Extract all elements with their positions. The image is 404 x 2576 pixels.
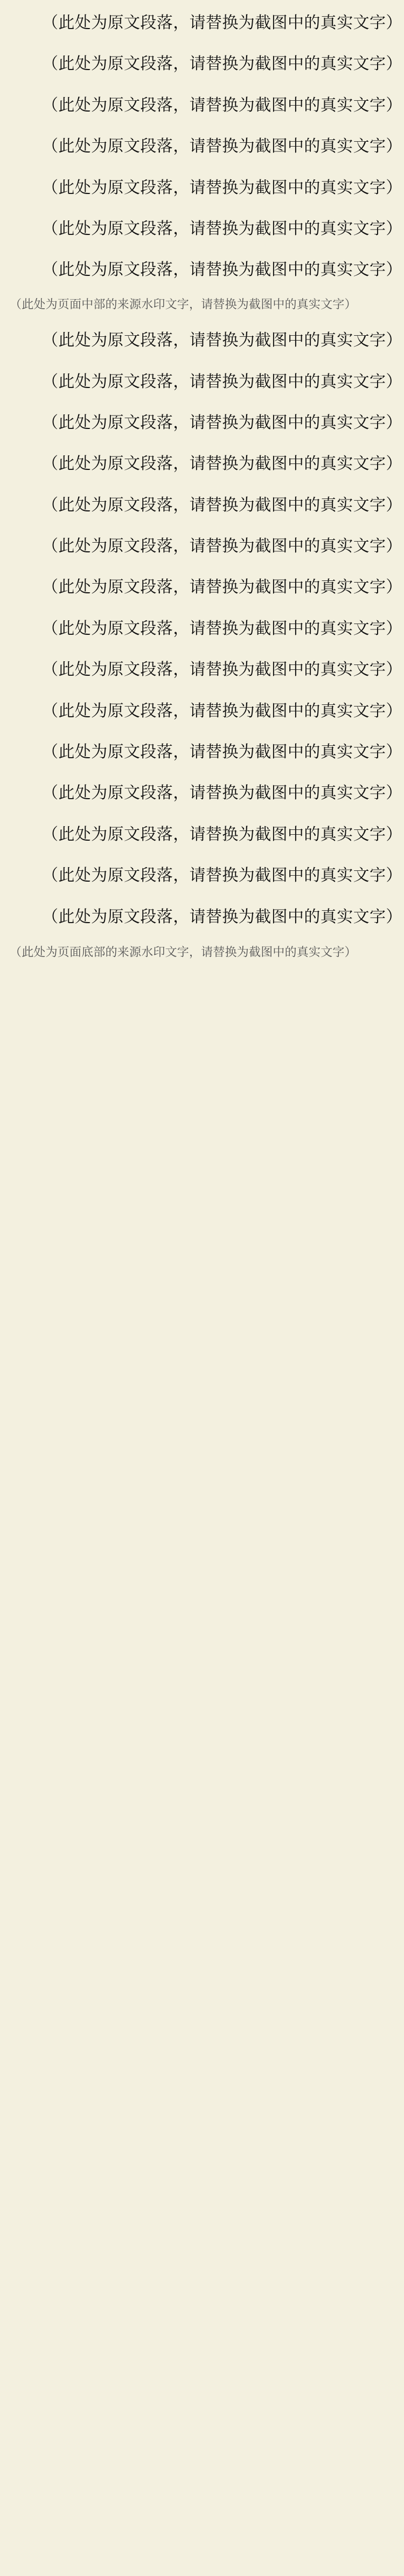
paragraph: （此处为原文段落，请替换为截图中的真实文字） [42,660,402,680]
paragraph: （此处为原文段落，请替换为截图中的真实文字） [42,907,402,926]
paragraph: （此处为原文段落，请替换为截图中的真实文字） [42,578,402,597]
paragraph: （此处为原文段落，请替换为截图中的真实文字） [42,825,402,844]
paragraph: （此处为原文段落，请替换为截图中的真实文字） [42,701,402,721]
paragraph: （此处为原文段落，请替换为截图中的真实文字） [42,331,402,350]
paragraph: （此处为原文段落，请替换为截图中的真实文字） [42,495,402,515]
paragraph: （此处为原文段落，请替换为截图中的真实文字） [42,743,402,762]
paragraph: （此处为原文段落，请替换为截图中的真实文字） [42,13,402,32]
document-body [10,10,402,960]
paragraph: （此处为原文段落，请替换为截图中的真实文字） [42,137,402,156]
paragraph: （此处为原文段落，请替换为截图中的真实文字） [42,537,402,556]
paragraph: （此处为原文段落，请替换为截图中的真实文字） [42,178,402,197]
paragraph: （此处为原文段落，请替换为截图中的真实文字） [42,619,402,638]
paragraph: （此处为原文段落，请替换为截图中的真实文字） [42,372,402,391]
source-watermark: （此处为页面中部的来源水印文字，请替换为截图中的真实文字） [10,297,357,311]
paragraph: （此处为原文段落，请替换为截图中的真实文字） [42,454,402,474]
paragraph: （此处为原文段落，请替换为截图中的真实文字） [42,784,402,803]
source-watermark: （此处为页面底部的来源水印文字，请替换为截图中的真实文字） [10,945,357,959]
paragraph: （此处为原文段落，请替换为截图中的真实文字） [42,95,402,115]
paragraph: （此处为原文段落，请替换为截图中的真实文字） [42,219,402,238]
paragraph: （此处为原文段落，请替换为截图中的真实文字） [42,866,402,885]
paragraph: （此处为原文段落，请替换为截图中的真实文字） [42,54,402,74]
paragraph: （此处为原文段落，请替换为截图中的真实文字） [42,413,402,432]
paragraph: （此处为原文段落，请替换为截图中的真实文字） [42,260,402,280]
